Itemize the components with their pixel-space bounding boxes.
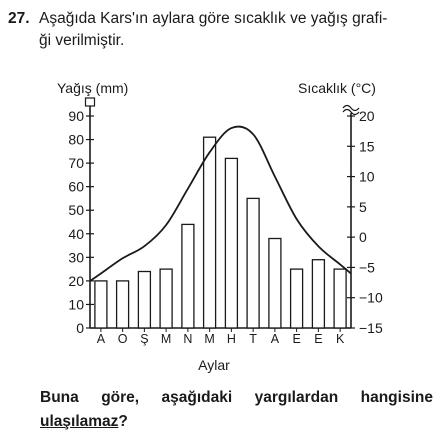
left-tick-label: 20: [68, 272, 84, 289]
question-number: 27.: [8, 10, 30, 27]
precipitation-bar: [334, 269, 346, 328]
right-axis-title: Sıcaklık (°C): [298, 80, 376, 96]
question-text-line-1: Aşağıda Kars'ın aylara göre sıcaklık ve yağış grafi-: [39, 10, 388, 27]
month-label: M: [160, 332, 172, 346]
left-tick-label: 70: [68, 155, 84, 172]
prompt-question-mark: ?: [118, 413, 128, 430]
right-tick-label: 10: [359, 168, 375, 185]
right-tick-label: 5: [359, 198, 367, 215]
precipitation-bar: [225, 158, 237, 328]
prompt-word: hangisine: [360, 389, 433, 406]
month-label: M: [204, 332, 215, 346]
month-label: H: [226, 332, 236, 346]
prompt-word: göre,: [101, 389, 140, 406]
question-prompt-line-2: [40, 410, 433, 434]
right-tick-label: −10: [359, 289, 383, 306]
month-label: T: [249, 332, 257, 346]
precipitation-bar: [160, 269, 172, 328]
right-tick-label: −15: [359, 320, 383, 336]
left-axis-break-icon: [86, 98, 95, 106]
question-prompt: [40, 386, 433, 434]
precipitation-bar: [312, 260, 324, 328]
month-label: Ş: [140, 332, 149, 346]
left-tick-label: 60: [68, 178, 84, 195]
precipitation-bar: [204, 137, 216, 328]
right-tick-label: 0: [359, 229, 367, 246]
month-label: A: [96, 332, 106, 346]
left-tick-label: 50: [68, 202, 84, 219]
right-tick-label: 20: [359, 108, 375, 124]
prompt-underlined-word: ulaşılamaz: [40, 413, 119, 430]
right-tick-label: 15: [359, 138, 375, 155]
precipitation-bar: [182, 224, 194, 328]
month-label: N: [183, 332, 193, 346]
question-prompt-line-1: [40, 386, 433, 410]
precipitation-bar: [95, 281, 107, 328]
month-label: A: [270, 332, 280, 346]
month-label: O: [117, 332, 128, 346]
precipitation-bar: [138, 272, 150, 329]
left-tick-label: 0: [76, 320, 84, 336]
precipitation-bar: [117, 281, 129, 328]
left-tick-label: 10: [68, 296, 84, 313]
x-axis-title: Aylar: [198, 357, 230, 373]
question-text-line-2: ği verilmiştir.: [39, 32, 125, 49]
prompt-word: Buna: [40, 389, 79, 406]
precipitation-bar: [291, 269, 303, 328]
month-label: E: [314, 332, 323, 346]
prompt-word: yargılardan: [254, 389, 339, 406]
left-tick-label: 80: [68, 131, 84, 148]
temperature-curve: [90, 127, 351, 282]
month-label: E: [292, 332, 301, 346]
left-axis-title: Yağış (mm): [57, 80, 129, 96]
left-tick-label: 40: [68, 225, 84, 242]
right-tick-label: −5: [359, 259, 375, 276]
chart-labels: [57, 80, 383, 373]
month-label: K: [335, 332, 345, 346]
prompt-word: aşağıdaki: [161, 389, 233, 406]
precipitation-bars: [95, 137, 346, 328]
temperature-curve-layer: [90, 127, 351, 282]
left-tick-label: 30: [68, 249, 84, 266]
precipitation-bar: [269, 239, 281, 329]
left-tick-label: 90: [68, 108, 84, 124]
precipitation-bar: [247, 198, 259, 328]
